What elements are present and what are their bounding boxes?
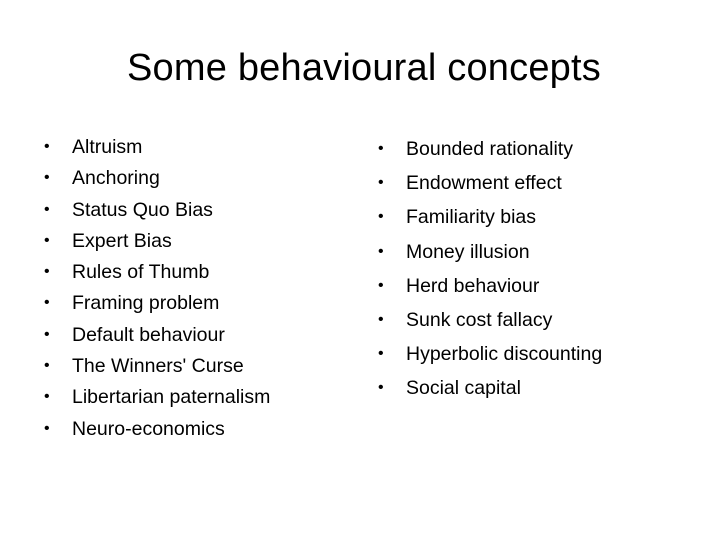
list-item-text: Endowment effect: [406, 172, 562, 195]
bullet-icon: •: [44, 169, 50, 187]
bullet-icon: •: [378, 310, 384, 328]
bullet-icon: •: [44, 138, 50, 155]
list-item: [378, 135, 602, 169]
list-item-text: Sunk cost fallacy: [406, 308, 553, 331]
list-item: [44, 383, 270, 414]
list-item-text: Bounded rationality: [406, 138, 573, 160]
list-item-text: The Winners' Curse: [72, 355, 244, 378]
list-item-text: Libertarian paternalism: [72, 386, 271, 409]
list-item: [378, 169, 602, 203]
list-item-text: Altruism: [72, 136, 143, 158]
list-item-text: Default behaviour: [72, 323, 225, 346]
bullet-icon: •: [44, 388, 50, 406]
list-item: [44, 196, 270, 227]
list-item-text: Status Quo Bias: [72, 198, 213, 221]
bullet-icon: •: [44, 294, 50, 312]
bullet-icon: •: [378, 140, 384, 157]
list-item: [378, 272, 602, 306]
left-bullet-list: [44, 133, 270, 446]
bullet-icon: •: [44, 419, 50, 437]
list-item: [44, 133, 270, 164]
bullet-icon: •: [378, 379, 384, 397]
list-item: [378, 340, 602, 374]
list-item-text: Money illusion: [406, 240, 530, 263]
list-item-text: Rules of Thumb: [72, 261, 210, 284]
slide-title: Some behavioural concepts: [127, 47, 601, 89]
bullet-icon: •: [378, 276, 384, 294]
bullet-icon: •: [44, 263, 50, 281]
list-item: [44, 321, 270, 352]
bullet-icon: •: [44, 357, 50, 375]
list-item: [378, 306, 602, 340]
list-item-text: Anchoring: [72, 167, 160, 190]
list-item-text: Framing problem: [72, 292, 220, 315]
list-item-text: Herd behaviour: [406, 274, 540, 297]
list-item-text: Familiarity bias: [406, 206, 537, 229]
list-item: [44, 258, 270, 289]
list-item-text: Hyperbolic discounting: [406, 343, 603, 366]
list-item: [44, 415, 270, 446]
list-item: [44, 227, 270, 258]
list-item-text: Neuro-economics: [72, 417, 225, 440]
list-item: [378, 374, 602, 408]
bullet-icon: •: [44, 231, 50, 249]
bullet-icon: •: [44, 200, 50, 218]
bullet-icon: •: [378, 174, 384, 192]
list-item-text: Expert Bias: [72, 229, 172, 252]
list-item: [44, 352, 270, 383]
bullet-icon: •: [378, 242, 384, 260]
bullet-icon: •: [378, 345, 384, 363]
list-item: [378, 238, 602, 272]
list-item: [378, 203, 602, 237]
bullet-icon: •: [44, 325, 50, 343]
list-item: [44, 289, 270, 320]
list-item-text: Social capital: [406, 377, 521, 400]
right-bullet-list: [378, 135, 602, 409]
list-item: [44, 164, 270, 195]
bullet-icon: •: [378, 208, 384, 226]
